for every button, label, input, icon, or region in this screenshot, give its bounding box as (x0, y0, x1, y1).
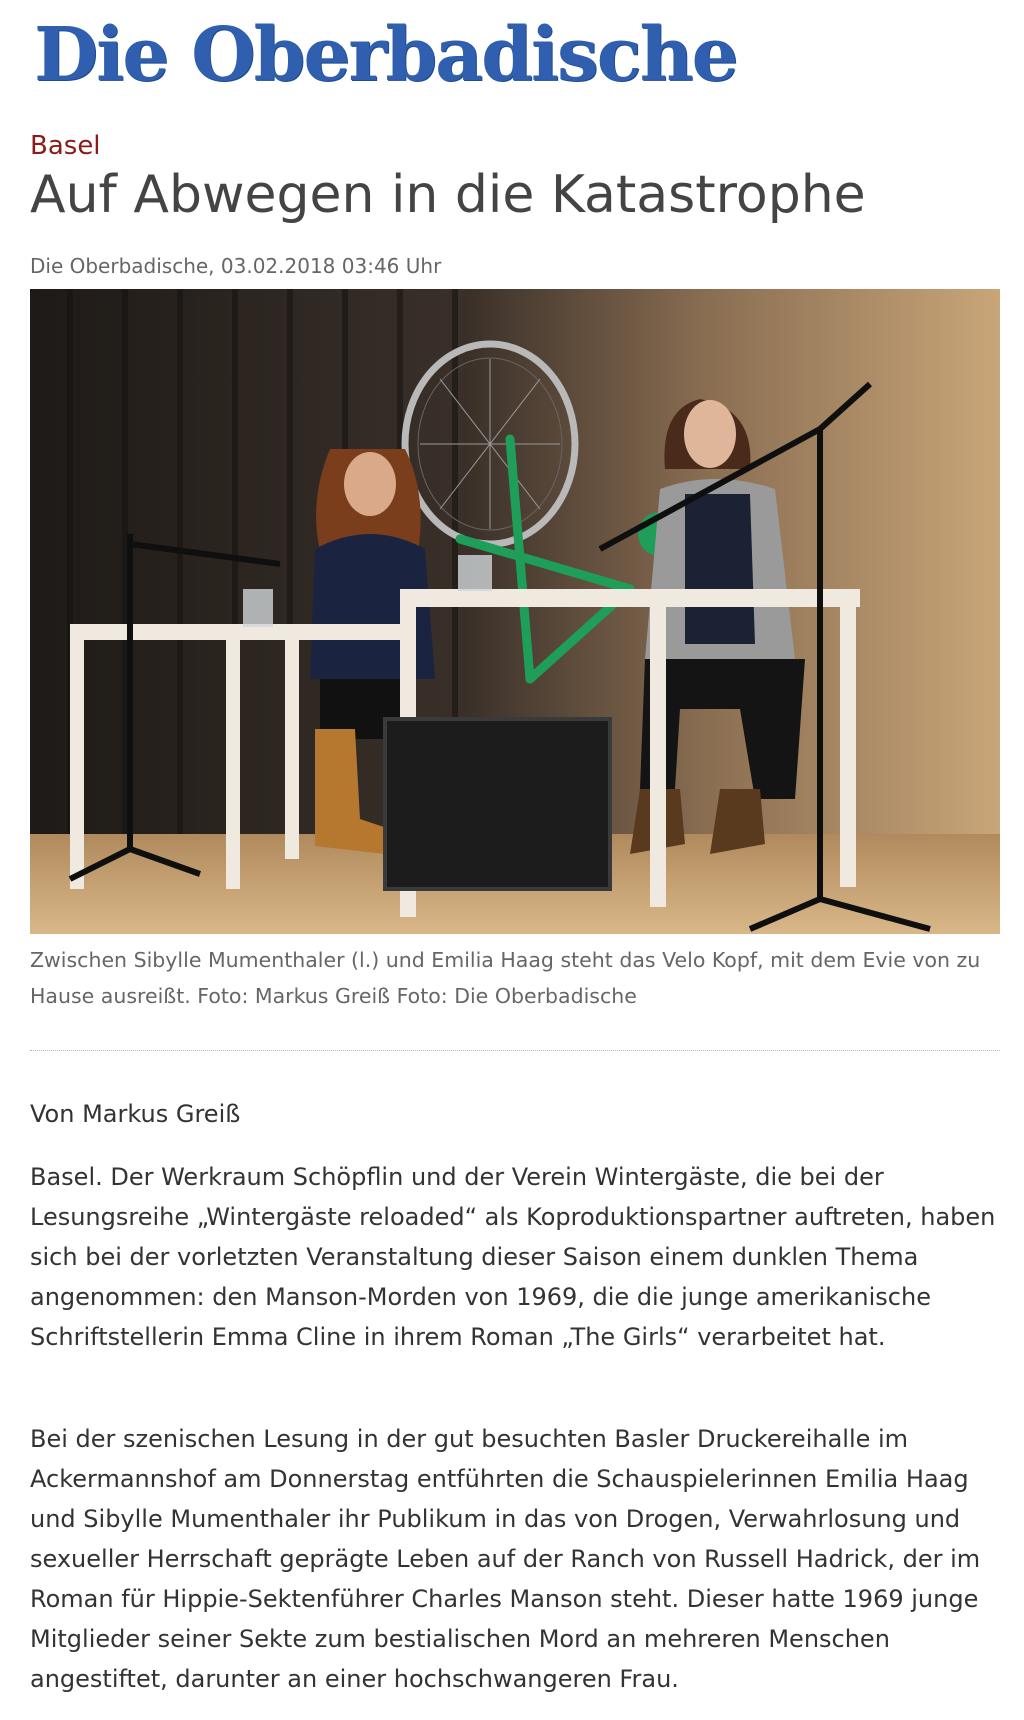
article-meta: Die Oberbadische, 03.02.2018 03:46 Uhr (30, 254, 442, 278)
section-kicker[interactable]: Basel (30, 131, 101, 161)
article-author: Von Markus Greiß (30, 1100, 241, 1128)
article-photo (30, 289, 1000, 934)
divider (30, 1050, 1000, 1051)
article-paragraph: Basel. Der Werkraum Schöpflin und der Verein Wintergäste, die bei der Lesungsreihe „Wintergäste reloaded“ als Koproduktionspartner auftreten, haben sich bei der vorletzten Veranstaltung dieser Saison einem dunklen Thema angenommen: den Manson-Morden von 1969, die die junge amerikanische Schriftstellerin Emma Cline in ihrem Roman „The Girls“ verarbeitet hat. (30, 1163, 996, 1351)
article-paragraph: Bei der szenischen Lesung in der gut besuchten Basler Druckereihalle im Ackermannshof am Donnerstag entführten die Schauspielerinnen Emilia Haag und Sibylle Mumenthaler ihr Publikum in das von Drogen, Verwahrlosung und sexueller Herrschaft geprägte Leben auf der Ranch von Russell Hadrick, der im Roman für Hippie-Sektenführer Charles Manson steht. Dieser hatte 1969 junge Mitglieder seiner Sekte zum bestialischen Mord an mehreren Menschen angestiftet, darunter an einer hochschwangeren Frau. (30, 1425, 981, 1693)
article-headline: Auf Abwegen in die Katastrophe (30, 165, 866, 225)
photo-caption: Zwischen Sibylle Mumenthaler (l.) und Emilia Haag steht das Velo Kopf, mit dem Evie von zu Hause ausreißt. Foto: Markus Greiß Foto: Die Oberbadische (30, 948, 981, 1008)
site-logo[interactable]: Die Oberbadische (34, 12, 737, 98)
stage-reading-photo-illustration (30, 289, 1000, 934)
